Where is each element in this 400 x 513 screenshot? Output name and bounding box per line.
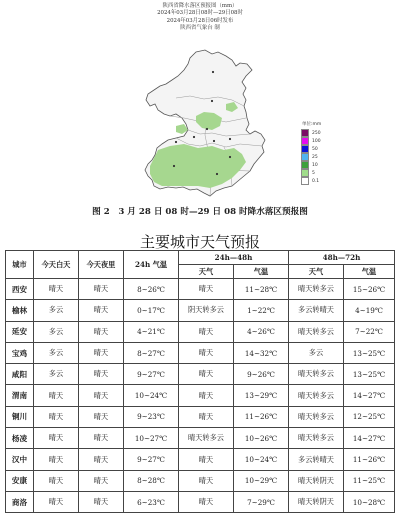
tonight-cell: 晴天 xyxy=(79,470,124,491)
legend-unit: 单位:mm xyxy=(302,122,322,127)
h48-weather-cell: 晴天 xyxy=(179,491,234,512)
today-day-cell: 晴天 xyxy=(34,279,79,300)
city-dot xyxy=(229,138,231,140)
h48-temp-cell: 13~29℃ xyxy=(234,385,289,406)
table-row xyxy=(6,364,395,385)
today-day-cell: 晴天 xyxy=(34,470,79,491)
tonight-cell: 晴天 xyxy=(79,321,124,342)
h72-weather-cell: 晴天转阴天 xyxy=(289,491,344,512)
h24-temp-cell: 10~27℃ xyxy=(124,428,179,449)
h48-weather-cell: 晴天 xyxy=(179,470,234,491)
col-72h-temp: 气温 xyxy=(344,265,395,279)
col-72h-weather: 天气 xyxy=(289,265,344,279)
h48-weather-cell: 晴天 xyxy=(179,449,234,470)
tonight-cell: 晴天 xyxy=(79,428,124,449)
city-cell: 咸阳 xyxy=(6,364,34,385)
h72-temp-cell: 13~25℃ xyxy=(344,364,395,385)
h48-weather-cell: 晴天 xyxy=(179,279,234,300)
h48-temp-cell: 9~26℃ xyxy=(234,364,289,385)
city-dot xyxy=(212,71,214,73)
today-day-cell: 晴天 xyxy=(34,449,79,470)
legend-swatch xyxy=(301,177,309,185)
legend-swatch xyxy=(301,153,309,161)
today-day-cell: 晴天 xyxy=(34,406,79,427)
legend-value: 250 xyxy=(312,130,321,136)
col-48h-weather: 天气 xyxy=(179,265,234,279)
h48-weather-cell: 晴天 xyxy=(179,385,234,406)
today-day-cell: 多云 xyxy=(34,342,79,363)
today-day-cell: 多云 xyxy=(34,364,79,385)
city-cell: 杨凌 xyxy=(6,428,34,449)
h48-temp-cell: 10~29℃ xyxy=(234,470,289,491)
city-cell: 榆林 xyxy=(6,300,34,321)
precipitation-legend xyxy=(301,121,341,185)
h72-temp-cell: 14~27℃ xyxy=(344,428,395,449)
h48-temp-cell: 10~26℃ xyxy=(234,428,289,449)
table-row xyxy=(6,279,395,300)
map-header xyxy=(120,3,280,33)
h48-temp-cell: 7~29℃ xyxy=(234,491,289,512)
group-48-72h: 48h—72h xyxy=(289,251,395,265)
city-cell: 商洛 xyxy=(6,491,34,512)
table-row xyxy=(6,470,395,491)
h72-weather-cell: 多云转晴天 xyxy=(289,449,344,470)
city-cell: 安康 xyxy=(6,470,34,491)
h48-weather-cell: 晴天 xyxy=(179,321,234,342)
h24-temp-cell: 9~27℃ xyxy=(124,364,179,385)
tonight-cell: 晴天 xyxy=(79,406,124,427)
city-cell: 汉中 xyxy=(6,449,34,470)
map-agency: 陕西省气象台 制 xyxy=(180,25,220,32)
legend-item xyxy=(301,169,341,177)
forecast-title: 主要城市天气预报 xyxy=(139,233,260,251)
city-dot xyxy=(216,173,218,175)
h72-temp-cell: 10~28℃ xyxy=(344,491,395,512)
h48-weather-cell: 晴天 xyxy=(179,342,234,363)
h72-weather-cell: 多云转晴天 xyxy=(289,300,344,321)
legend-value: 10 xyxy=(312,162,318,168)
h72-temp-cell: 14~27℃ xyxy=(344,385,395,406)
tonight-cell: 晴天 xyxy=(79,279,124,300)
h48-temp-cell: 1~22℃ xyxy=(234,300,289,321)
legend-value: 5 xyxy=(312,170,315,176)
map-issued: 2024年03月28日06时发布 xyxy=(166,17,234,24)
today-day-cell: 多云 xyxy=(34,300,79,321)
city-dot xyxy=(211,100,213,102)
city-dot xyxy=(193,136,195,138)
h72-weather-cell: 晴天转多云 xyxy=(289,385,344,406)
h72-weather-cell: 晴天转多云 xyxy=(289,364,344,385)
tonight-cell: 晴天 xyxy=(79,300,124,321)
h72-temp-cell: 7~22℃ xyxy=(344,321,395,342)
h48-temp-cell: 10~24℃ xyxy=(234,449,289,470)
table-row xyxy=(6,300,395,321)
tonight-cell: 晴天 xyxy=(79,364,124,385)
h24-temp-cell: 9~23℃ xyxy=(124,406,179,427)
col-48h-temp: 气温 xyxy=(234,265,289,279)
h24-temp-cell: 10~24℃ xyxy=(124,385,179,406)
city-dot xyxy=(175,141,177,143)
legend-value: 25 xyxy=(312,154,318,160)
legend-item xyxy=(301,161,341,169)
group-24-48h: 24h—48h xyxy=(179,251,289,265)
city-cell: 宝鸡 xyxy=(6,342,34,363)
table-row xyxy=(6,428,395,449)
table-row xyxy=(6,385,395,406)
h24-temp-cell: 0~17℃ xyxy=(124,300,179,321)
precipitation-map-panel xyxy=(0,0,400,218)
col-today-day: 今天白天 xyxy=(34,251,79,279)
h24-temp-cell: 8~26℃ xyxy=(124,279,179,300)
today-day-cell: 晴天 xyxy=(34,385,79,406)
table-row xyxy=(6,406,395,427)
legend-swatch xyxy=(301,169,309,177)
legend-item xyxy=(301,145,341,153)
tonight-cell: 晴天 xyxy=(79,449,124,470)
h72-weather-cell: 多云 xyxy=(289,342,344,363)
legend-item xyxy=(301,137,341,145)
city-cell: 延安 xyxy=(6,321,34,342)
today-day-cell: 多云 xyxy=(34,321,79,342)
h24-temp-cell: 4~21℃ xyxy=(124,321,179,342)
legend-item xyxy=(301,129,341,137)
today-day-cell: 晴天 xyxy=(34,491,79,512)
h72-temp-cell: 4~19℃ xyxy=(344,300,395,321)
legend-swatch xyxy=(301,137,309,145)
city-dot xyxy=(229,156,231,158)
table-row xyxy=(6,449,395,470)
h72-weather-cell: 晴天转多云 xyxy=(289,279,344,300)
h24-temp-cell: 9~27℃ xyxy=(124,449,179,470)
map-period: 2024年03月28日08时—29日08时 xyxy=(157,10,243,17)
h72-weather-cell: 晴天转多云 xyxy=(289,321,344,342)
city-cell: 西安 xyxy=(6,279,34,300)
city-dot xyxy=(213,140,215,142)
h72-weather-cell: 晴天转多云 xyxy=(289,428,344,449)
h48-weather-cell: 阴天转多云 xyxy=(179,300,234,321)
h48-weather-cell: 晴天 xyxy=(179,406,234,427)
h72-temp-cell: 13~25℃ xyxy=(344,342,395,363)
legend-item xyxy=(301,153,341,161)
h48-weather-cell: 晴天转多云 xyxy=(179,428,234,449)
city-dot xyxy=(173,165,175,167)
table-row xyxy=(6,491,395,512)
legend-value: 0.1 xyxy=(312,178,320,184)
city-cell: 渭南 xyxy=(6,385,34,406)
table-row xyxy=(6,321,395,342)
h72-temp-cell: 12~25℃ xyxy=(344,406,395,427)
h72-weather-cell: 晴天转阴天 xyxy=(289,470,344,491)
legend-item xyxy=(301,177,341,185)
map-caption: 图 2 3 月 28 日 08 时—29 日 08 时降水落区预报图 xyxy=(92,207,308,217)
h48-temp-cell: 4~26℃ xyxy=(234,321,289,342)
legend-swatch xyxy=(301,161,309,169)
legend-value: 50 xyxy=(312,146,318,152)
map-title: 陕西省降水落区预报图（mm） xyxy=(162,3,238,9)
h72-temp-cell: 15~26℃ xyxy=(344,279,395,300)
city-cell: 铜川 xyxy=(6,406,34,427)
h24-temp-cell: 6~23℃ xyxy=(124,491,179,512)
col-city: 城市 xyxy=(6,251,34,279)
forecast-rows xyxy=(6,279,395,513)
tonight-cell: 晴天 xyxy=(79,385,124,406)
tonight-cell: 晴天 xyxy=(79,491,124,512)
h72-temp-cell: 11~25℃ xyxy=(344,470,395,491)
h48-temp-cell: 14~32℃ xyxy=(234,342,289,363)
h48-temp-cell: 11~26℃ xyxy=(234,406,289,427)
tonight-cell: 晴天 xyxy=(79,342,124,363)
legend-swatch xyxy=(301,129,309,137)
forecast-table xyxy=(5,250,395,513)
shaanxi-precipitation-map xyxy=(0,0,400,218)
table-header-row xyxy=(6,251,395,265)
col-tonight: 今天夜里 xyxy=(79,251,124,279)
h24-temp-cell: 8~28℃ xyxy=(124,470,179,491)
h48-temp-cell: 11~28℃ xyxy=(234,279,289,300)
today-day-cell: 晴天 xyxy=(34,428,79,449)
h72-temp-cell: 11~26℃ xyxy=(344,449,395,470)
h48-weather-cell: 晴天 xyxy=(179,364,234,385)
h24-temp-cell: 8~27℃ xyxy=(124,342,179,363)
legend-swatch xyxy=(301,145,309,153)
city-dot xyxy=(206,128,208,130)
col-24h-temp: 24h 气温 xyxy=(124,251,179,279)
h72-weather-cell: 晴天转多云 xyxy=(289,406,344,427)
legend-value: 100 xyxy=(312,138,321,144)
table-row xyxy=(6,342,395,363)
